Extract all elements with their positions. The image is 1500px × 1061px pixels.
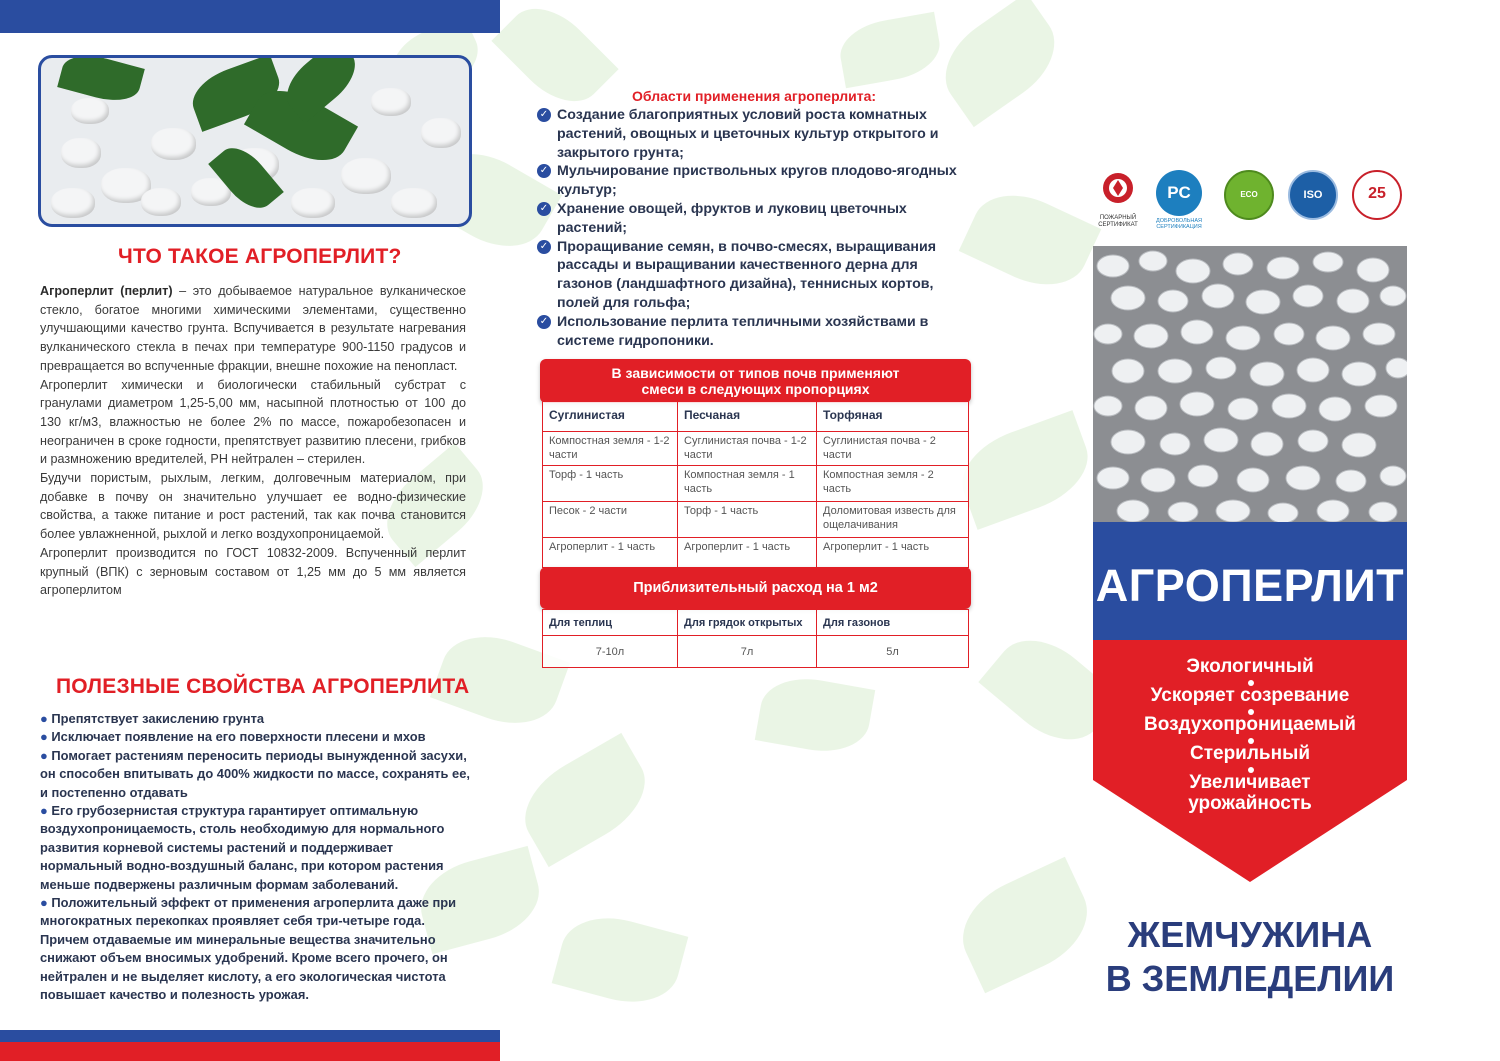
usage-table [542,609,969,668]
benefits-title: ПОЛЕЗНЫЕ СВОЙСТВА АГРОПЕРЛИТА [56,675,470,698]
what-is-text [40,282,466,600]
table-cell: Доломитовая известь для ощелачивания [817,502,969,538]
what-is-paragraph-3: Будучи пористым, рыхлым, легким, долговечным материалом, при добавке в почву он значительно улучшает ее водно-физические свойства, а также питание и рост растений, так как почва становится более увлажненной, рыхлой и легко воздухопроницаемой. [40,471,466,542]
voluntary-certification-caption: ДОБРОВОЛЬНАЯ СЕРТИФИКАЦИЯ [1156,218,1202,230]
bottom-blue-bar [0,1030,500,1042]
brand-title: АГРОПЕРЛИТ [1095,560,1405,611]
list-item: ✓ Хранение овощей, фруктов и луковиц цветочных растений; [537,200,967,238]
what-is-paragraph-2: Агроперлит химически и биологически стабильный субстрат с гранулами диаметром 1,25-5,00 мм, насыпной плотностью от 100 до 130 кг/м3, влажностью не более 2% по массе, пожаробезопасен и неограничен в сроке годности, препятствует развитию плесени, грибков и размножению вредителей, РН нейтрален – стерилен. [40,377,466,467]
table-row [543,538,969,568]
eco-product-logo: ECO PRODUCT [1224,170,1274,220]
table-header-cell: Для газонов [817,610,969,636]
table-header-cell: Песчаная [678,402,817,432]
soil-mix-header: В зависимости от типов почв применяют смеси в следующих пропорциях [540,359,971,403]
table-cell: Торф - 1 часть [543,466,678,502]
table-header-cell: Суглинистая [543,402,678,432]
table-row [543,466,969,502]
iso-logo: ISO [1288,170,1338,220]
benefits-list [40,710,470,1005]
feature-increases-yield: Увеличивает урожайность [1188,772,1312,814]
check-icon: ✓ [537,108,551,122]
table-header-cell: Торфяная [817,402,969,432]
table-cell: Компостная земля - 2 часть [817,466,969,502]
list-item: ● Исключает появление на его поверхности плесени и мхов [40,729,426,745]
table-cell: 5л [817,636,969,668]
perlite-gravel-photo [1093,246,1407,522]
list-item: ✓ Мульчирование приствольных кругов плодово-ягодных культур; [537,162,967,200]
check-icon: ✓ [537,315,551,329]
usage-header: Приблизительный расход на 1 м2 [540,567,971,609]
check-icon: ✓ [537,164,551,178]
list-item: ✓ Использование перлита тепличными хозяйствами в системе гидропоники. [537,313,967,351]
feature-breathable: Воздухопроницаемый [1144,714,1356,735]
table-cell: Компостная земля - 1-2 части [543,432,678,466]
what-is-paragraph-4: Агроперлит производится по ГОСТ 10832-2009. Вспученный перлит крупный (ВПК) с зерновым составом от 1,25 мм до 5 мм является агроперлитом [40,545,466,598]
table-cell: Суглинистая почва - 1-2 части [678,432,817,466]
table-header-cell: Для грядок открытых [678,610,817,636]
list-item: ✓ Проращивание семян, в почво-смесях, выращивания рассады и выращивании качественного дерна для газонов (ландшафтного дизайна), теннисных кортов, полей для гольфа; [537,238,967,313]
applications-list [537,106,967,350]
bullet-icon: ● [40,729,48,745]
check-icon: ✓ [537,202,551,216]
table-cell: Агроперлит - 1 часть [817,538,969,568]
table-cell: Песок - 2 части [543,502,678,538]
perlite-plant-photo [38,55,472,227]
table-row [543,432,969,466]
bullet-icon: ● [40,711,48,726]
list-item: ● Положительный эффект от применения агроперлита даже при многократных перекопках проявляет себя три-четыре года. Причем отдаваемые им минеральные вещества значительно снижают объем вносимых удобрений. Кроме всего прочего, он нейтрален и не выделяет кислоту, а его экологическая чистота повышает качество и полезность урожая. [40,895,457,1003]
table-cell: 7-10л [543,636,678,668]
bullet-icon: ● [40,895,48,911]
fire-certificate-logo: ПОЖАРНЫЙ СЕРТИФИКАТ [1095,170,1141,216]
25-years-logo: 25 [1352,170,1402,220]
check-icon: ✓ [537,240,551,254]
table-header-cell: Для теплиц [543,610,678,636]
bottom-red-bar [0,1042,500,1061]
list-item: ✓ Создание благоприятных условий роста комнатных растений, овощных и цветочных культур открытого и закрытого грунта; [537,106,967,162]
table-row [543,502,969,538]
slogan-line-1: ЖЕМЧУЖИНА [1127,914,1373,955]
table-header-row [543,402,969,432]
table-header-row [543,610,969,636]
voluntary-certification-logo: PC [1156,170,1202,216]
table-cell: Торф - 1 часть [678,502,817,538]
feature-ecological: Экологичный [1186,656,1314,677]
table-cell: 7л [678,636,817,668]
table-cell: Агроперлит - 1 часть [543,538,678,568]
applications-title: Области применения агроперлита: [632,88,877,104]
top-blue-bar [0,0,500,33]
feature-sterile: Стерильный [1189,743,1310,764]
bullet-icon: ● [40,803,48,819]
table-cell: Суглинистая почва - 2 части [817,432,969,466]
what-is-paragraph-1: Агроперлит (перлит) – это добываемое натуральное вулканическое стекло, богатое многими химическими элементами, существенно улучшающими качество грунта. Вспучивается в результате нагревания вулканического стекла в печах при температуре 900-1150 градусов и превращается во вспученные фракции, внешне похожие на пенопласт. [40,284,466,373]
soil-mix-table [542,401,969,568]
list-item: ● Его грубозернистая структура гарантирует оптимальную воздухопроницаемость, столь необходимую для нормального развития корневой системы растений и поддерживает нормальный водно-воздушный баланс, при котором растения меньше подвержены различным формам заболеваний. [40,803,445,892]
slogan-line-2: В ЗЕМЛЕДЕЛИИ [1105,958,1395,999]
bullet-icon: ● [40,747,48,763]
table-cell: Агроперлит - 1 часть [678,538,817,568]
table-cell: Компостная земля - 1 часть [678,466,817,502]
feature-accelerates-ripening: Ускоряет созревание [1150,685,1350,706]
certification-logos [1090,170,1410,245]
list-item: ● Помогает растениям переносить периоды вынужденной засухи, он способен впитывать до 400% жидкости по массе, сохранять ее, и постепенно отдавать [40,747,470,800]
table-row [543,636,969,668]
list-item: ● Препятствует закислению грунта [40,711,265,726]
what-is-title: ЧТО ТАКОЕ АГРОПЕРЛИТ? [118,245,402,268]
